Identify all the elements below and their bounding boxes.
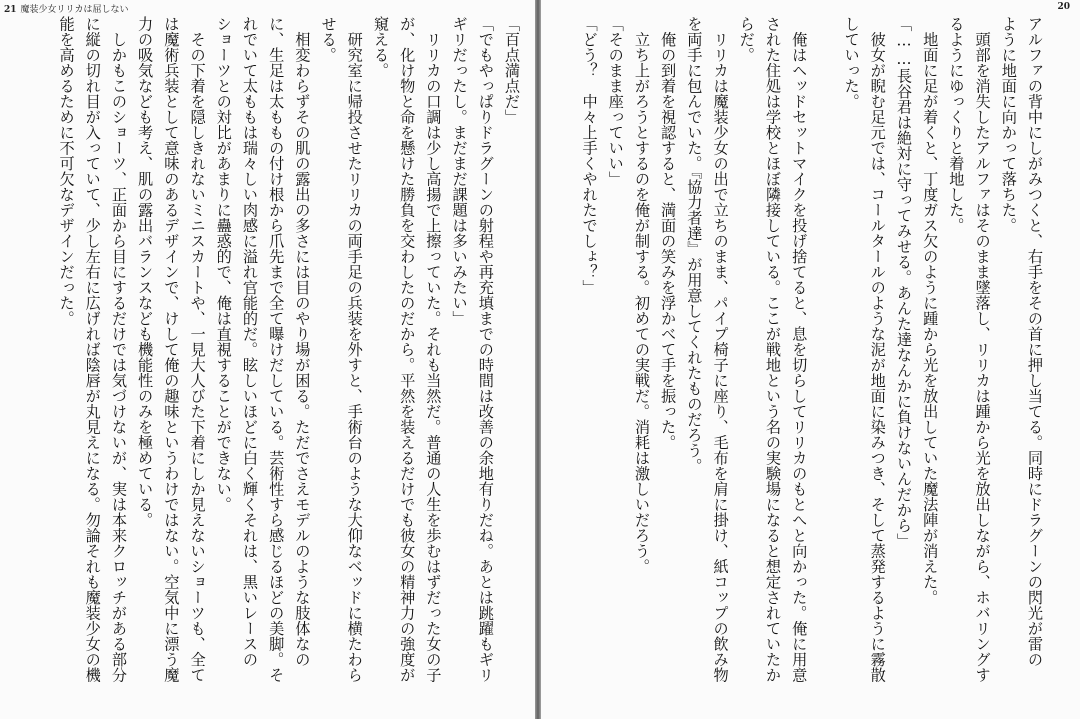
text-line: らだ。 [737, 16, 756, 63]
text-line: 俺の到着を視認すると、満面の笑みを浮かべて手を振った。 [659, 16, 678, 450]
text-line: れでいて太ももは瑞々しい肉感に溢れ官能的だ。眩しいほどに白く輝くそれは、黒いレースの [240, 16, 259, 667]
text-line: 窺える。 [371, 16, 390, 78]
text-line: 「そのまま座っていい」 [606, 16, 625, 187]
text-line: 相変わらずその肌の露出の多さには目のやり場が困る。ただでさえモデルのような肢体なの [293, 16, 312, 667]
text-line: しかもこのショーツ、正面から目にするだけでは気づけないが、実は本来クロッチがある部分 [109, 16, 128, 683]
left-page-header [4, 2, 128, 15]
text-line: 俺はヘッドセットマイクを投げ捨てると、息を切らしてリリカのもとへと向かった。俺に用意 [790, 16, 809, 683]
right-page-number: 20 [1057, 2, 1070, 12]
text-line: ように地面に向かって落ちた。 [999, 16, 1018, 233]
text-line: リリカは魔装少女の出で立ちのまま、パイプ椅子に座り、毛布を肩に掛け、紙コップの飲み物 [711, 16, 730, 683]
text-line: に、生足は太ももの付け根から爪先まで全て曝けだしている。芸術性すら感じるほどの美脚。そ [267, 16, 286, 683]
text-line: を両手に包んでいた。『協力者達』が用意してくれたものだろう。 [685, 16, 704, 474]
text-line: 頭部を消失したアルファはそのまま墜落し、リリカは踵から光を放出しながら、ホバリングす [973, 16, 992, 683]
text-line: 「でもやっぱりドラグーンの射程や再充填までの時間は改善の余地有りだね。あとは跳躍もギリ [476, 16, 495, 683]
text-line: 立ち上がろうとするのを俺が制する。初めての実戦だ。消耗は激しいだろう。 [632, 16, 651, 574]
text-line: 彼女が睨む足元では、コールタールのような泥が地面に染みつき、そして蒸発するように霧散 [868, 16, 887, 683]
text-line: リリカの口調は少し高揚で上擦っていた。それも当然だ。普通の人生を歩むはずだった女の子 [424, 16, 443, 683]
text-line: その下着を隠しきれないミニスカートや、一見大人びた下着にしか見えないショーツも、全て [188, 16, 207, 683]
text-line: 能を高めるために不可欠なデザインだった。 [57, 16, 76, 326]
left-page-text [20, 16, 525, 716]
text-line: していった。 [842, 16, 861, 109]
text-line: は魔術兵装として意味のあるデザインで、けして俺の趣味というわけではない。空気中に漂う魔 [162, 16, 181, 683]
right-page [541, 0, 1080, 719]
right-page-text [550, 16, 1048, 716]
right-page-header [1057, 2, 1074, 12]
text-line: 「百点満点だ」 [503, 16, 521, 125]
text-line: るようにゆっくりと着地した。 [947, 16, 966, 233]
text-line: ギリだったし。まだまだ課題は多いみたい」 [450, 16, 469, 326]
running-title: 魔装少女リリカは屈しない [20, 5, 129, 15]
text-line: 研究室に帰投させたリリカの両手足の兵装を外すと、手術台のような大仰なベッドに横たわら [345, 16, 364, 683]
text-line: 力の吸気なども考え、肌の露出バランスなども機能性のみを極めている。 [136, 16, 155, 528]
text-line: が、化け物と命を懸けた勝負を交わしたのだから。平然を装えるだけでも彼女の精神力の強度が [398, 16, 417, 683]
left-page-number: 21 [4, 5, 17, 15]
text-line: ショーツとの対比があまりに蠱惑的で、俺は直視することができない。 [214, 16, 233, 512]
text-line: せる。 [319, 16, 338, 63]
left-page [0, 0, 535, 719]
text-line: アルファの背中にしがみつくと、右手をその首に押し当てる。同時にドラグーンの閃光が雷の [1026, 16, 1044, 667]
text-line [812, 16, 838, 716]
text-line: 「どう？ 中々上手くやれたでしょ？」 [580, 16, 599, 295]
text-line: 「……長谷君は絶対に守ってみせる。あんた達なんかに負けないんだから」 [894, 16, 913, 549]
text-line: された住処は学校とほぼ隣接している。ここが戦地という名の実験場になると想定されていたか [763, 16, 782, 683]
text-line: 地面に足が着くと、丁度ガス欠のように踵から光を放出していた魔法陣が消えた。 [921, 16, 940, 605]
text-line: に縦の切れ目が入っていて、少し左右に広げれば陰唇が丸見えになる。勿論それも魔装少女の機 [83, 16, 102, 683]
